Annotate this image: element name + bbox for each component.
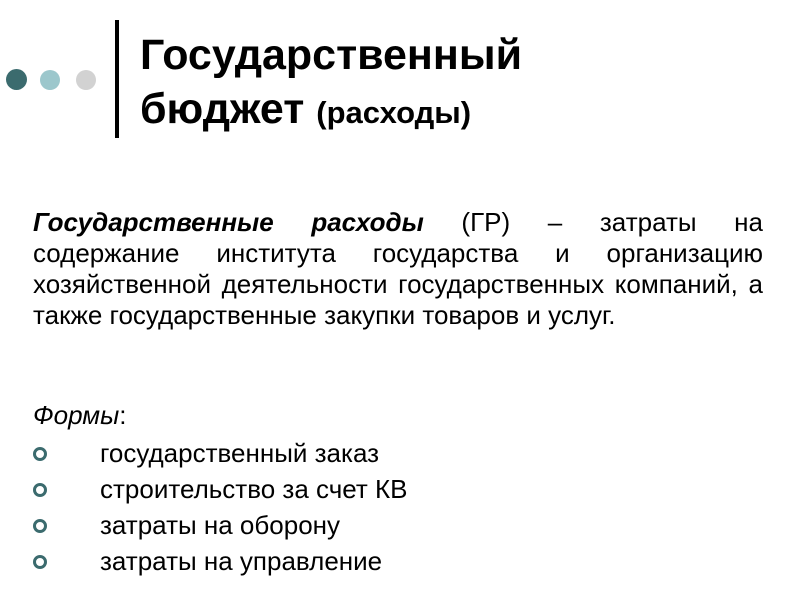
forms-label-colon: :	[119, 400, 127, 430]
decorative-dots	[6, 68, 102, 92]
list-item	[33, 472, 407, 508]
dot-gray	[76, 70, 96, 90]
bullet-circle-icon	[33, 483, 47, 497]
list-item-text: затраты на управление	[100, 546, 383, 576]
definition-text: (ГР) – затраты на содержание института государства и организацию хозяйственной деятельности государственных компаний, а также государственные закупки товаров и услуг.	[33, 207, 764, 330]
list-item-text: затраты на оборону	[100, 510, 341, 540]
title-line2-sub: (расходы)	[316, 95, 472, 130]
forms-label	[33, 400, 127, 431]
bullet-circle-icon	[33, 519, 47, 533]
dot-light	[40, 70, 60, 90]
title-line1: Государственный	[140, 31, 523, 79]
definition-paragraph	[33, 207, 763, 331]
list-item-text: строительство за счет КВ	[100, 474, 408, 504]
definition-term: Государственные расходы	[33, 207, 424, 237]
forms-list	[33, 436, 407, 580]
list-item	[33, 544, 407, 580]
slide-title	[140, 28, 522, 140]
list-item	[33, 508, 407, 544]
title-divider	[115, 20, 119, 138]
list-item	[33, 436, 407, 472]
forms-label-word: Формы	[33, 400, 120, 430]
list-item-text: государственный заказ	[100, 438, 380, 468]
bullet-circle-icon	[33, 447, 47, 461]
title-line2-main: бюджет	[140, 85, 305, 133]
dot-dark	[6, 69, 27, 90]
bullet-circle-icon	[33, 555, 47, 569]
